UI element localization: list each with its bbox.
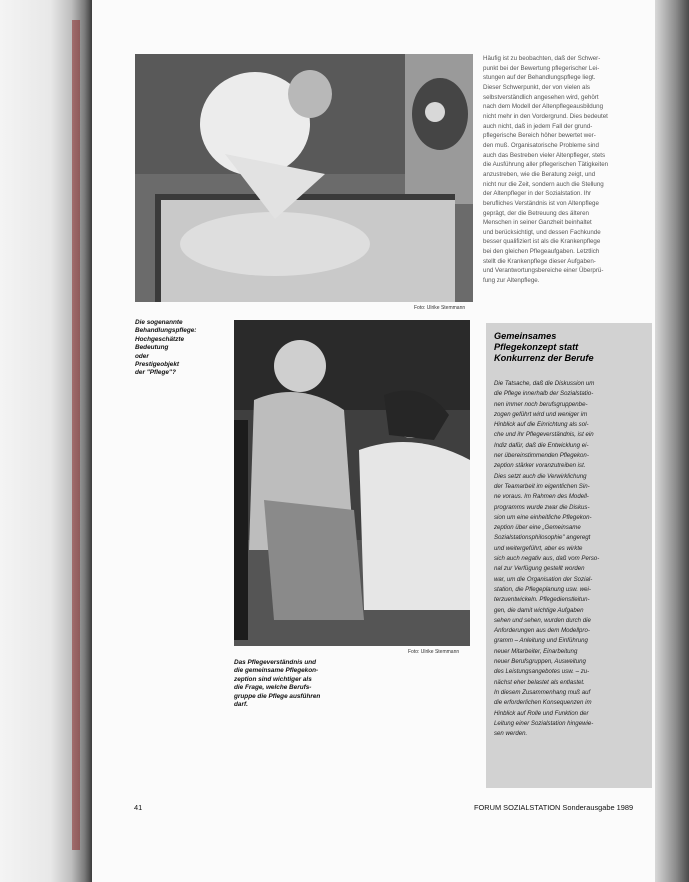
text-line: die Ausführung aller pflegerischen Tätigkeiten <box>483 161 609 169</box>
sidebar-line: terzuentwickeln. Pflegedienstleitun- <box>494 596 590 604</box>
binding-edge <box>72 20 80 850</box>
text-line: nicht nur die Zeit, sondern auch die Stellung <box>483 180 604 188</box>
sidebar-line: der Teamarbeit im eigentlichen Sin- <box>494 482 590 490</box>
sidebar-line: Die Tatsache, daß die Diskussion um <box>494 380 595 387</box>
caption-top <box>135 319 230 378</box>
sidebar-line: ne voraus. Im Rahmen des Modell- <box>494 493 589 501</box>
sidebar-line: sich auch negativ aus, daß vom Perso- <box>494 555 600 563</box>
sidebar-title <box>494 331 644 364</box>
sidebar-line: sehen und sehen, wurden durch die <box>494 616 591 624</box>
sidebar-line: nal zur Verfügung gestellt worden <box>494 565 585 573</box>
page-number: 41 <box>134 803 143 812</box>
sidebar-line: zogen geführt wird und weniger im <box>494 410 588 418</box>
caption-line: oder <box>135 352 149 360</box>
sidebar-line: gramm – Anleitung und Einführung <box>494 637 588 645</box>
sidebar-line: Anforderungen aus dem Modellpro- <box>494 627 590 635</box>
text-line: nach dem Modell der Altenpflegeausbildung <box>483 103 604 111</box>
caption-line: Die sogenannte <box>135 319 183 326</box>
caption-line: die gemeinsame Pflegekon- <box>234 667 319 675</box>
text-line: geprägt, der die Betreuung des älteren <box>483 209 589 217</box>
text-line: stellt die Krankenpflege dieser Aufgaben- <box>483 257 596 265</box>
caption-bottom <box>234 659 344 709</box>
sidebar-line: sen werden. <box>494 730 528 738</box>
sidebar-line: ner übereinstimmenden Pflegekon- <box>494 452 589 460</box>
sidebar-title-line: Gemeinsames <box>494 331 557 341</box>
text-line: auch nicht, daß in jedem Fall der grund- <box>483 122 593 130</box>
sidebar-line: war, um die Organisation der Sozial- <box>494 575 593 583</box>
text-line: berufliches Verständnis ist von Altenpflege <box>483 199 599 207</box>
sidebar-line: Indiz dafür, daß die Entwicklung ei- <box>494 441 589 449</box>
sidebar-line: Leitung einer Sozialstation hingewie- <box>494 719 594 727</box>
sidebar-line: programms wurde zwar die Diskus- <box>494 503 590 511</box>
text-line: besser qualifiziert ist als die Krankenpflege <box>483 238 601 246</box>
sidebar-line: des Leistungsangebotes usw. – zu- <box>494 668 590 676</box>
text-line: selbstverständlich angesehen wird, gehört <box>483 93 599 101</box>
text-line: und Verantwortungsbereiche einer Überprü- <box>483 267 604 275</box>
sidebar-line: Sozialstationsphilosophie" angeregt <box>494 534 591 542</box>
photo-treatment-care <box>135 54 473 302</box>
text-line: Dieser Schwerpunkt, der von vielen als <box>483 83 590 91</box>
sidebar-title-line: Pflegekonzept statt <box>494 342 579 352</box>
text-line: punkt bei der Bewertung pflegerischer Lei- <box>483 64 600 72</box>
sidebar-line: sion um eine einheitliche Pflegekon- <box>494 513 592 521</box>
text-line: bei den gleichen Pflegeaufgaben. Letztlich <box>483 248 600 256</box>
sidebar-line: nen immer noch berufsgruppenbe- <box>494 400 588 408</box>
sidebar-line: neuer Berufsgruppen, Ausweitung <box>494 658 586 666</box>
sidebar-line: Dies setzt auch die Verwirklichung <box>494 472 587 480</box>
photo-credit-top: Foto: Ulrike Stemmann <box>414 305 466 311</box>
journal-footer: FORUM SOZIALSTATION Sonderausgabe 1989 <box>474 803 634 812</box>
text-line: stungen auf der Behandlungspflege liegt. <box>483 74 596 82</box>
text-line: anzustreben, wie die Beratung zeigt, und <box>483 170 596 178</box>
caption-line: Das Pflegeverständnis und <box>234 659 317 666</box>
sidebar-line: die Pflege innerhalb der Sozialstatio- <box>494 390 594 398</box>
article-column <box>483 54 653 286</box>
sidebar-line: und weitergeführt, aber es wirkte <box>494 544 583 552</box>
photo-elderly-care <box>234 320 470 646</box>
caption-line: Behandlungspflege: <box>135 327 197 335</box>
sidebar-line: In diesem Zusammenhang muß auf <box>494 688 591 696</box>
text-line: fung zur Altenpflege. <box>483 277 540 285</box>
caption-line: die Frage, welche Berufs- <box>234 684 312 692</box>
caption-line: zeption sind wichtiger als <box>234 675 312 683</box>
text-line: nicht mehr in den Vordergrund. Dies bedeutet <box>483 112 608 120</box>
caption-line: darf. <box>234 701 248 709</box>
caption-line: gruppe die Pflege ausführen <box>234 692 321 700</box>
text-line: Menschen in seiner Ganzheit beinhaltet <box>483 219 592 227</box>
caption-line: Prestigeobjekt <box>135 361 180 369</box>
caption-line: der "Pflege"? <box>135 369 176 377</box>
page-shadow <box>655 0 689 882</box>
caption-line: Bedeutung <box>135 344 169 352</box>
text-line: der Altenpfleger in der Sozialstation. Ihr <box>483 190 591 198</box>
sidebar-title-line: Konkurrenz der Berufe <box>494 353 594 363</box>
sidebar-line: gen, die damit wichtige Aufgaben <box>494 606 584 614</box>
sidebar-line: zeption über eine „Gemeinsame <box>494 524 581 532</box>
text-line: und berücksichtigt, und dessen Fachkunde <box>483 228 601 236</box>
sidebar-line: Hinblick auf Rolle und Funktion der <box>494 709 589 717</box>
sidebar-line: station, die Pflegeplanung usw. wei- <box>494 585 591 593</box>
sidebar-line: die erforderlichen Konsequenzen im <box>494 699 592 707</box>
text-line: pflegerische Bereich höher bewertet wer- <box>483 132 596 140</box>
text-line: auch das Bestreben vieler Altenpfleger, stets <box>483 151 606 159</box>
caption-line: Hochgeschätzte <box>135 335 185 343</box>
sidebar-box <box>486 323 652 788</box>
sidebar-body <box>494 379 644 739</box>
text-line: Häufig ist zu beobachten, daß der Schwer- <box>483 55 601 62</box>
sidebar-line: neuer Mitarbeiter, Einarbeitung <box>494 647 578 655</box>
text-line: den muß. Organisatorische Probleme sind <box>483 141 599 149</box>
sidebar-line: nächst eher belastet als entlastet. <box>494 678 585 686</box>
sidebar-line: Hinblick auf die Einrichtung als sol- <box>494 421 589 429</box>
sidebar-line: zeption stärker voranzutreiben ist. <box>494 462 586 470</box>
sidebar-line: che und ihr Pflegeverständnis, ist ein <box>494 431 594 439</box>
photo-credit-bottom: Foto: Ulrike Stemmann <box>408 649 460 655</box>
